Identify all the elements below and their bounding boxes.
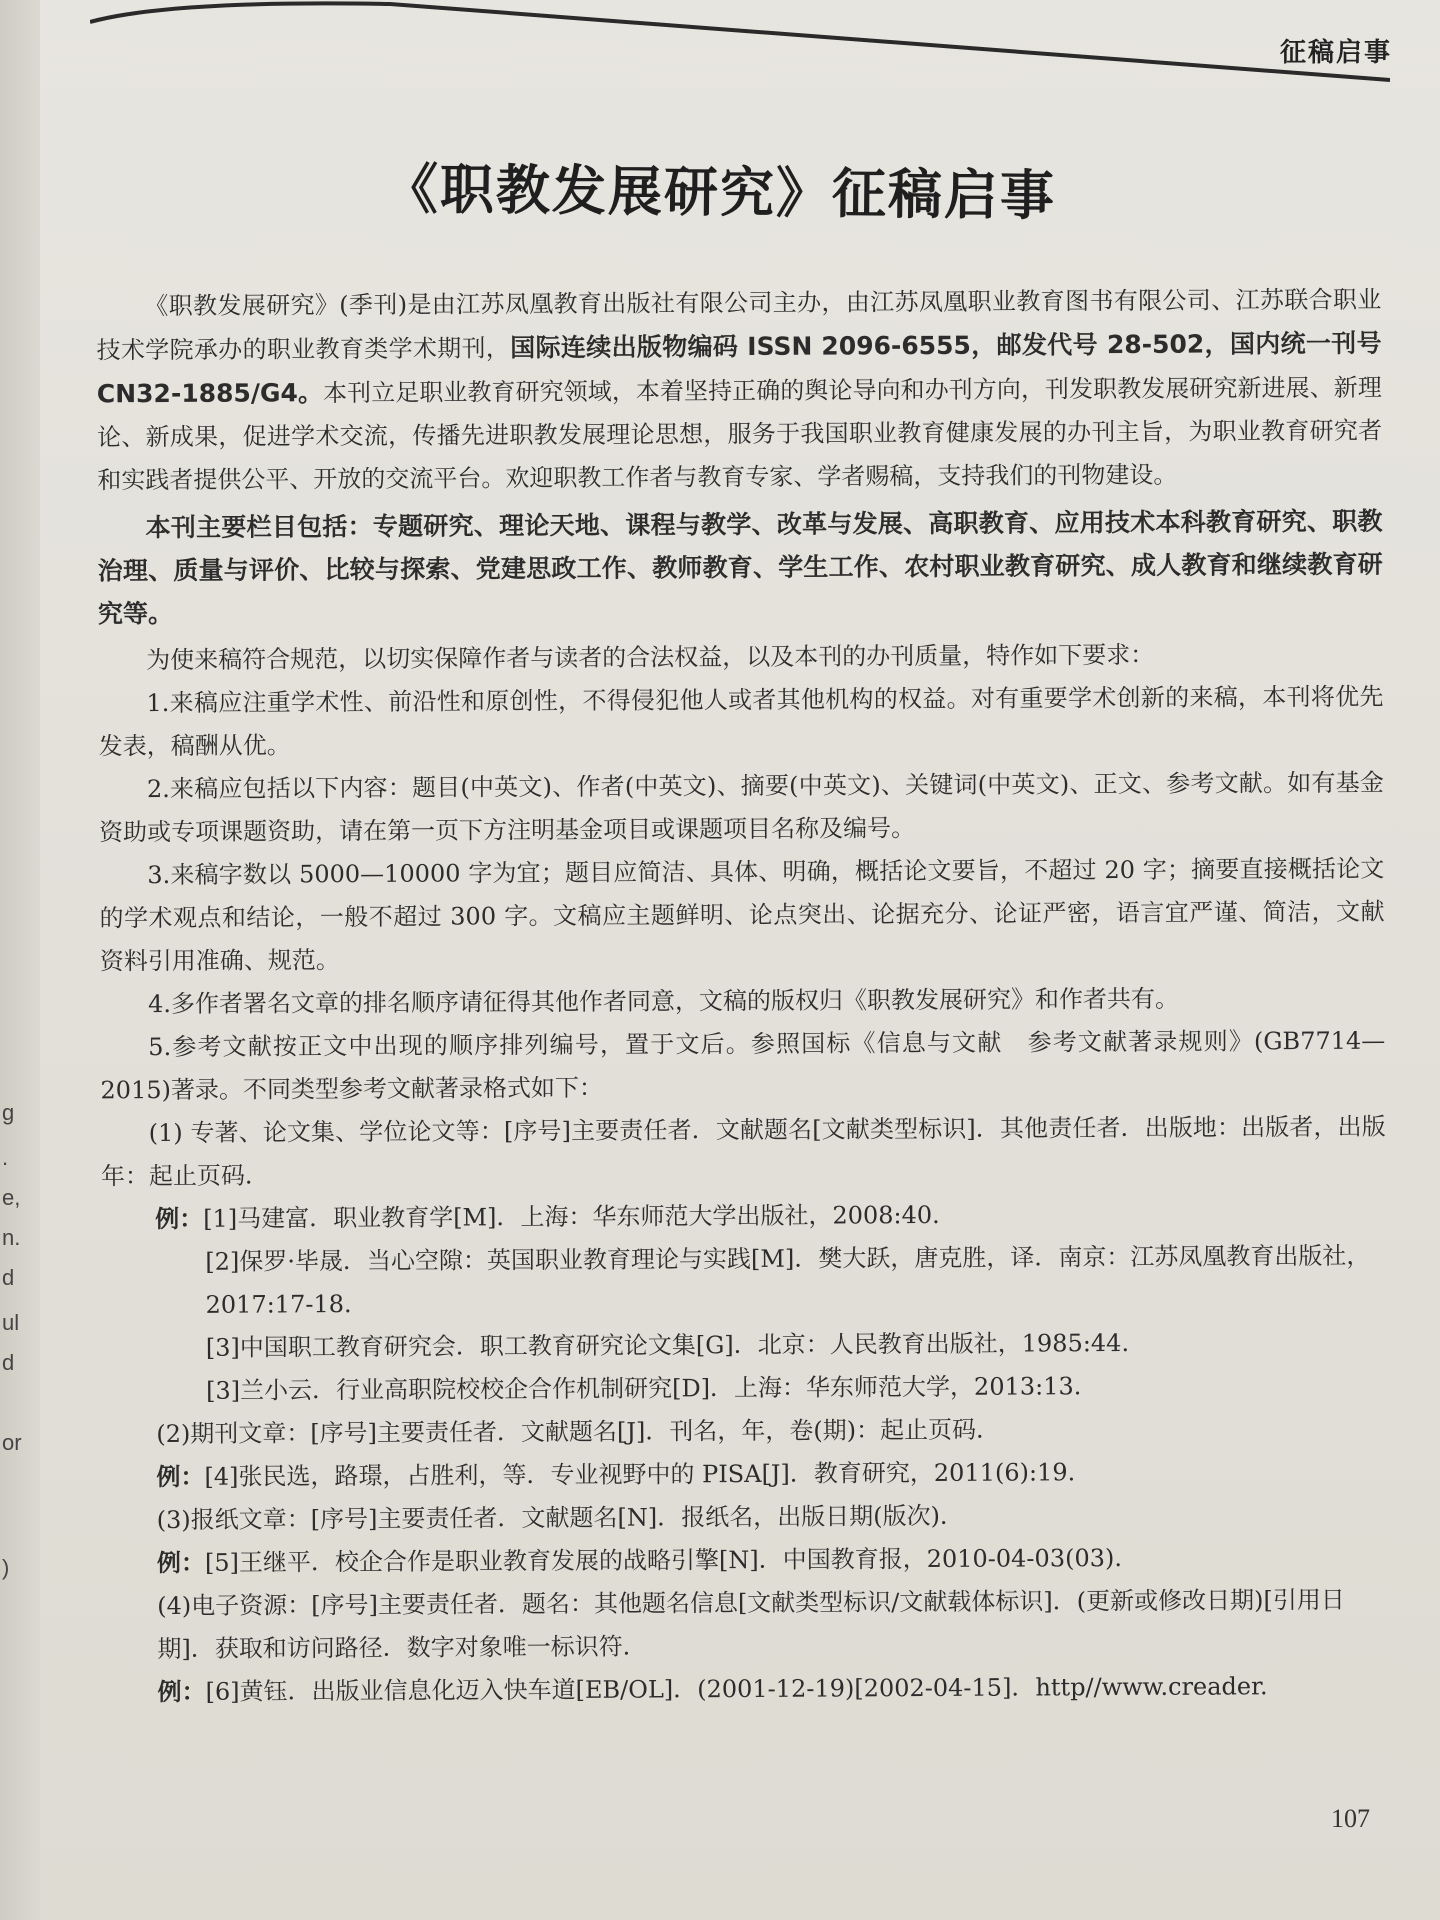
edge-letter: d bbox=[2, 1350, 15, 1375]
reference-entry: [4]张民选，路璟，占胜利，等．专业视野中的 PISA[J]．教育研究，2011(6):19. bbox=[204, 1458, 1076, 1491]
issn-info: 国际连续出版物编码 ISSN 2096-6555，邮发代号 28-502，国内统一刊号 CN32-1885/G4。 bbox=[96, 328, 1382, 409]
edge-letter: or bbox=[2, 1430, 22, 1455]
reference-entry: [1]马建富．职业教育学[M]．上海：华东师范大学出版社，2008:40. bbox=[203, 1200, 940, 1233]
header-divider bbox=[90, 0, 1390, 90]
requirement-item: 5.参考文献按正文中出现的顺序排列编号，置于文后。参照国标《信息与文献 参考文献著录规则》(GB7714—2015)著录。不同类型参考文献著录格式如下： bbox=[100, 1026, 1386, 1105]
section-label: 征稿启事 bbox=[1279, 38, 1392, 68]
requirement-item: 4.多作者署名文章的排名顺序请征得其他作者同意，文稿的版权归《职教发展研究》和作者共有。 bbox=[147, 984, 1179, 1019]
requirement-item: 3.来稿字数以 5000—10000 字为宜；题目应简洁、具体、明确，概括论文要旨，不超过 20 字；摘要直接概括论文的学术观点和结论，一般不超过 300 字。文稿应主题鲜明、论点突出、论据充分、论证严密，语言宜严谨、简洁，文献资料引用准确、规范。 bbox=[99, 854, 1385, 976]
reference-entry: [2]保罗·毕晟．当心空隙：英国职业教育理论与实践[M]．樊大跃，唐克胜，译．南京：江苏凤凰教育出版社，2017:17-18. bbox=[205, 1241, 1371, 1319]
edge-letter: ) bbox=[2, 1555, 10, 1580]
example-line bbox=[102, 1450, 1387, 1500]
edge-letter: n. bbox=[2, 1225, 21, 1250]
requirements-intro: 为使来稿符合规范，以切实保障作者与读者的合法权益，以及本刊的办刊质量，特作如下要求： bbox=[146, 640, 1155, 675]
page-number: 107 bbox=[1331, 1804, 1370, 1833]
previous-page-edge bbox=[0, 0, 40, 1920]
format-monograph: (1) 专著、论文集、学位论文等：[序号]主要责任者．文献题名[文献类型标识]．其他责任者．出版地：出版者，出版年：起止页码． bbox=[100, 1112, 1386, 1191]
format-journal: (2)期刊文章：[序号]主要责任者．文献题名[J]．刊名，年，卷(期)：起止页码． bbox=[156, 1415, 1001, 1449]
requirement-item: 1.来稿应注重学术性、前沿性和原创性，不得侵犯他人或者其他机构的权益。对有重要学术创新的来稿，本刊将优先发表，稿酬从优。 bbox=[98, 682, 1384, 761]
example-label: 例： bbox=[157, 1677, 206, 1707]
article-body bbox=[96, 279, 1388, 1715]
edge-letter: g bbox=[2, 1100, 15, 1125]
edge-letter: e, bbox=[2, 1185, 21, 1210]
example-line bbox=[101, 1192, 1386, 1242]
example-line bbox=[103, 1536, 1388, 1586]
page-title: 《职教发展研究》征稿启事 bbox=[383, 157, 1057, 228]
reference-entry: [5]王继平．校企合作是职业教育发展的战略引擎[N]．中国教育报，2010-04-03(03). bbox=[204, 1544, 1123, 1577]
columns-paragraph: 本刊主要栏目包括：专题研究、理论天地、课程与教学、改革与发展、高职教育、应用技术本科教育研究、职教治理、质量与评价、比较与探索、党建思政工作、教师教育、学生工作、农村职业教育研究、成人教育和继续教育研究等。 bbox=[97, 506, 1383, 629]
format-newspaper: (3)报纸文章：[序号]主要责任者．文献题名[N]．报纸名，出版日期(版次)． bbox=[156, 1501, 964, 1535]
intro-sentence: 本刊立足职业教育研究领域，本着坚持正确的舆论导向和办刊方向，刊发职教发展研究新进展、新理论、新成果，促进学术交流，传播先进职教发展理论思想，服务于我国职业教育健康发展的办刊主旨，为职业教育研究者和实践者提供公平、开放的交流平台。欢迎职教工作者与教育专家、学者赐稿，支持我们的刊物建设。 bbox=[96, 373, 1383, 495]
reference-entry: [6]黄钰．出版业信息化迈入快车道[EB/OL]．(2001-12-19)[2002-04-15]．http//www.creader. bbox=[205, 1672, 1268, 1706]
example-label: 例： bbox=[156, 1548, 206, 1578]
example-line bbox=[104, 1665, 1389, 1715]
edge-letter: d bbox=[2, 1265, 15, 1290]
reference-entry: [3]兰小云．行业高职院校校企合作机制研究[D]．上海：华东师范大学，2013:13. bbox=[205, 1372, 1082, 1405]
intro-sentence: 《职教发展研究》(季刊)是由江苏凤凰教育出版社有限公司主办，由江苏凤凰职业教育图书有限公司、江苏联合职业技术学院承办的职业教育类学术期刊， bbox=[96, 285, 1382, 365]
reference-entry: [3]中国职工教育研究会．职工教育研究论文集[G]．北京：人民教育出版社，1985:44. bbox=[205, 1328, 1130, 1362]
format-electronic: (4)电子资源：[序号]主要责任者．题名：其他题名信息[文献类型标识/文献载体标识]．(更新或修改日期)[引用日期]．获取和访问路径．数字对象唯一标识符． bbox=[157, 1585, 1345, 1664]
intro-paragraph bbox=[96, 279, 1382, 503]
example-label: 例： bbox=[155, 1204, 204, 1234]
requirement-item: 2.来稿应包括以下内容：题目(中英文)、作者(中英文)、摘要(中英文)、关键词(中英文)、正文、参考文献。如有基金资助或专项课题资助，请在第一页下方注明基金项目或课题项目名称及编号。 bbox=[99, 768, 1384, 847]
edge-letter: ul bbox=[2, 1310, 20, 1335]
example-label: 例： bbox=[156, 1462, 205, 1492]
edge-letter: . bbox=[2, 1145, 9, 1170]
